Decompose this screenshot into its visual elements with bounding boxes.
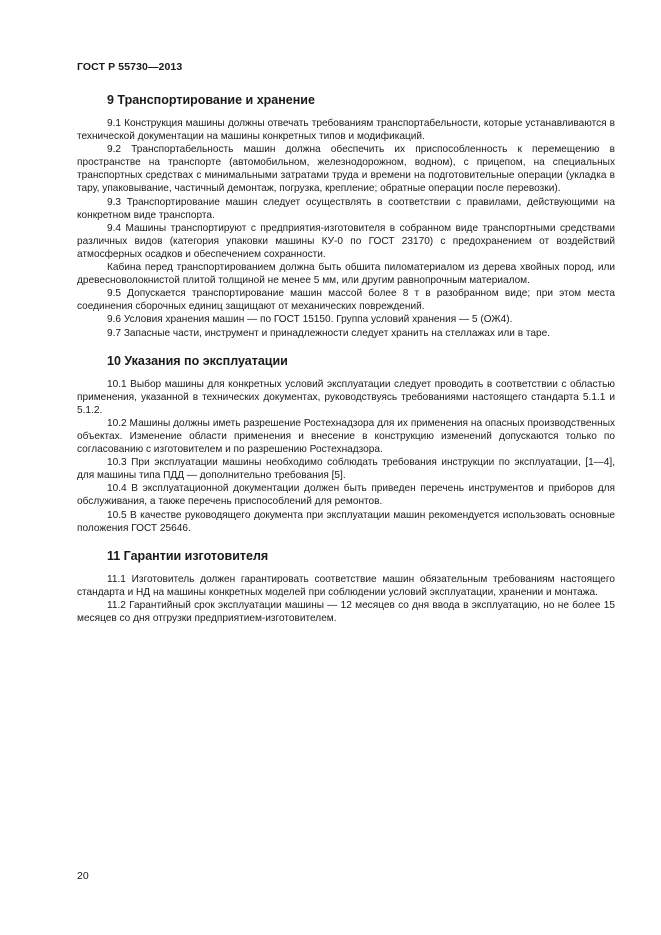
paragraph: 9.1 Конструкция машины должны отвечать требованиям транспортабельности, которые устанавливаются в технической документации на машины конкретных типов и модификаций. (77, 118, 615, 143)
section-title: 10 Указания по эксплуатации (107, 353, 288, 368)
paragraph: 10.2 Машины должны иметь разрешение Ростехнадзора для их применения на опасных производственных объектах. Изменение области применения и внесение в конструкцию изменений допускаются только по согласованию с изготовителем и по разрешению Ростехнадзора. (77, 417, 615, 456)
paragraph: 10.5 В качестве руководящего документа при эксплуатации машин рекомендуется использовать основные положения ГОСТ 25646. (77, 509, 615, 534)
paragraph: 9.5 Допускается транспортирование машин массой более 8 т в разобранном виде; при этом места соединения сборочных единиц защищают от механических повреждений. (77, 288, 615, 313)
page-content (77, 92, 615, 638)
paragraph: 9.4 Машины транспортируют с предприятия-изготовителя в собранном виде транспортными средствами различных видов (категория упаковки машины КУ-0 по ГОСТ 23170) с предохранением от воздействий атмосферных осадков и обеспечением сохранности. (77, 222, 615, 260)
paragraph: 9.3 Транспортирование машин следует осуществлять в соответствии с правилами, действующими на конкретном виде транспорта. (77, 196, 615, 221)
page-number: 20 (77, 870, 89, 882)
paragraph: 11.2 Гарантийный срок эксплуатации машины — 12 месяцев со дня ввода в эксплуатацию, но не более 15 месяцев со дня отгрузки предприятием-изготовителем. (77, 599, 615, 624)
paragraph: 10.4 В эксплуатационной документации должен быть приведен перечень инструментов и приборов для обслуживания, а также перечень приспособлений для ремонтов. (77, 483, 615, 508)
section-10 (77, 353, 615, 535)
standard-id: ГОСТ Р 55730—2013 (77, 61, 183, 73)
paragraph: 10.1 Выбор машины для конкретных условий эксплуатации следует проводить в соответствии с областью применения, указанной в технических документах, руководствуясь требованиями настоящего стандарта 5.1.1 и 5.1.2. (77, 378, 615, 416)
section-11 (77, 548, 615, 625)
section-title: 9 Транспортирование и хранение (107, 93, 315, 107)
paragraph: 10.3 При эксплуатации машины необходимо соблюдать требования инструкции по эксплуатации, [1—4], для машины типа ПДД — дополнительно требования [5]. (77, 457, 615, 482)
section-9 (77, 92, 615, 340)
paragraph: 9.6 Условия хранения машин — по ГОСТ 15150. Группа условий хранения — 5 (ОЖ4). (107, 314, 513, 326)
paragraph: Кабина перед транспортированием должна быть обшита пиломатериалом из дерева хвойных пород, или древесноволокнистой плитой толщиной не менее 5 мм, или другим равнопрочным материалом. (77, 262, 615, 287)
paragraph: 11.1 Изготовитель должен гарантировать соответствие машин обязательным требованиям настоящего стандарта и НД на машины конкретных моделей при соблюдении условий эксплуатации, хранении и монтажа. (77, 573, 615, 598)
section-title: 11 Гарантии изготовителя (107, 548, 269, 563)
paragraph: 9.2 Транспортабельность машин должна обеспечить их приспособленность к перемещению в пространстве на транспорте (автомобильном, железнодорожном, водном), с прицепом, на специальных транспортных средствах с минимальными затратами труда и времени на подготовительные операции (укладка в тару, упаковывание, частичный демонтаж, погрузка, крепление; обратные операции после перевозки). (77, 144, 615, 195)
paragraph: 9.7 Запасные части, инструмент и принадлежности следует хранить на стеллажах или в таре. (107, 327, 551, 339)
